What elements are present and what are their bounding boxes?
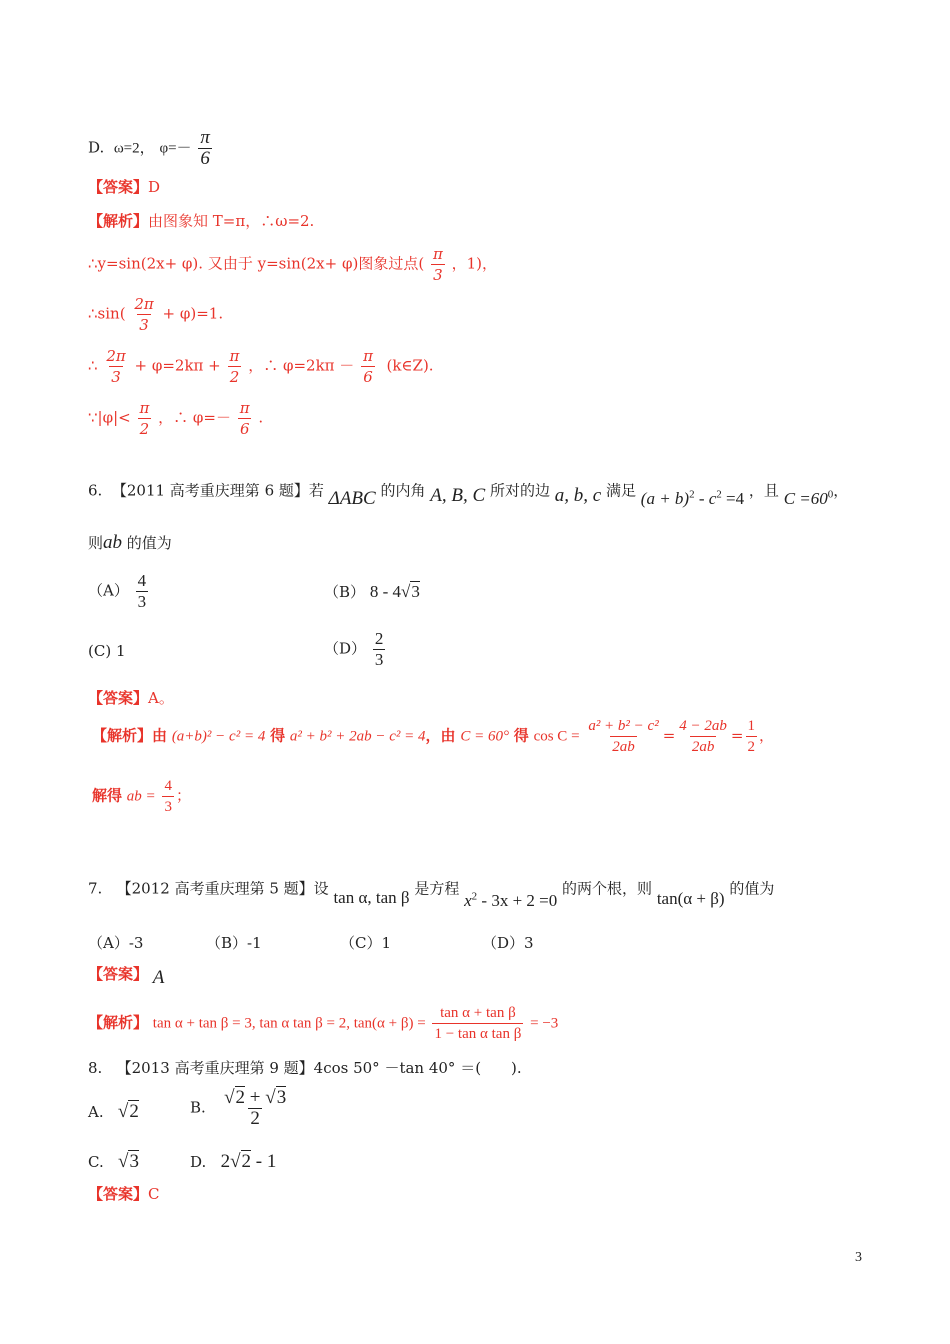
answer-value: C bbox=[148, 1185, 160, 1203]
q6-stem: 6. 【2011 高考重庆理第 6 题】若 ΔABC 的内角 A, B, C 所对的边 a, b, c 满足 $(a + b)^2 - c^2 =4$ ，且 $C =60^0$， bbox=[88, 481, 849, 509]
q5-option-d-label: D. bbox=[88, 138, 105, 157]
answer-tag: 【答案】 bbox=[88, 1185, 149, 1203]
q5-option-d-fraction: $\frac{\pi}{6}$ bbox=[200, 127, 210, 169]
question-source: 【2011 高考重庆理第 6 题】若 bbox=[111, 481, 324, 500]
q6-analysis-line-1: 【解析】由 (a+b)² − c² = 4 得 a² + b² + 2ab − c² = 4，由 C = 60° 得 cos C = $\frac{\text{a² + b² − c²}}{2ab}$ = $\frac{4 - 2ab}{2ab}$ = $\frac{1}{2}$ ， bbox=[92, 718, 775, 755]
q5-analysis-line-1: 【解析】由图象知 T=π，∴ω=2. bbox=[88, 212, 315, 230]
q6-option-b: （B） 8 - 4√3 bbox=[324, 582, 420, 601]
question-source: 【2012 高考重庆理第 5 题】设 bbox=[116, 879, 329, 898]
q7-option-d: （D）3 bbox=[482, 934, 534, 952]
q8-answer bbox=[88, 1184, 160, 1204]
q8-option-b: B. $\frac{√2 + √3}{2}$ bbox=[190, 1087, 287, 1129]
q6-option-a: （A） $\frac{4}{3}$ bbox=[88, 571, 147, 611]
answer-value: A bbox=[152, 967, 165, 988]
q8-option-a: A. √2 bbox=[88, 1101, 139, 1122]
q7-option-a: （A）-3 bbox=[88, 934, 144, 952]
q8-option-c: C. √3 bbox=[88, 1151, 139, 1172]
question-number: 8. bbox=[88, 1059, 103, 1077]
page-number: 3 bbox=[855, 1250, 862, 1265]
q6-stem-line-2: 则ab 的值为 bbox=[88, 532, 172, 553]
analysis-tag: 【解析】 bbox=[88, 1013, 149, 1032]
q5-answer bbox=[88, 177, 160, 197]
q5-analysis-line-2: ∴y=sin(2x+ φ). 又由于 y=sin(2x+ φ)图象过点( $\frac{\pi}{3}$ ，1)， bbox=[88, 245, 498, 284]
question-number: 7. bbox=[88, 879, 103, 898]
q7-analysis: 【解析】 tan α + tan β = 3, tan α tan β = 2, tan(α + β) = $\frac{\text{tan α + tan β}}{\text{1 − tan α tan β}}$ = −3 bbox=[88, 1005, 559, 1042]
q7-stem: 7. 【2012 高考重庆理第 5 题】设 tan α, tan β 是方程 $x^2 - 3x + 2 =0$ 的两个根，则 tan(α + β) 的值为 bbox=[88, 879, 775, 910]
answer-value: A。 bbox=[148, 689, 174, 707]
q6-answer bbox=[88, 688, 174, 708]
q7-answer bbox=[88, 964, 165, 988]
question-number: 6. bbox=[88, 481, 103, 500]
question-source: 【2013 高考重庆理第 9 题】4cos 50° －tan 40° ＝( ). bbox=[116, 1059, 522, 1077]
q6-option-d: （D） $\frac{2}{3}$ bbox=[324, 629, 384, 669]
analysis-tag: 【解析】 bbox=[88, 212, 149, 230]
q5-option-d-omega: ω=2， bbox=[113, 140, 155, 157]
analysis-tag: 【解析】 bbox=[92, 726, 153, 745]
answer-value: D bbox=[148, 178, 161, 196]
answer-tag: 【答案】 bbox=[88, 965, 149, 983]
q5-option-d-phi: φ=－ bbox=[159, 140, 192, 157]
q6-analysis-line-2: 解得 ab = $\frac{4}{3}$ ； bbox=[92, 778, 191, 815]
q7-option-c: （C）1 bbox=[340, 934, 392, 952]
q5-analysis-line-3: ∴sin( $\frac{2\pi}{3}$ + φ)=1. bbox=[88, 295, 224, 334]
q7-options bbox=[88, 933, 143, 953]
q5-analysis-line-4: ∴ $\frac{2\pi}{3}$ + φ=2kπ + $\frac{\pi}{2}$ ，∴ φ=2kπ － $\frac{\pi}{6}$ (k∈Z). bbox=[88, 347, 434, 386]
q8-stem bbox=[88, 1058, 522, 1078]
q6-option-c: (C) 1 bbox=[88, 642, 126, 660]
q5-option-d bbox=[88, 128, 214, 169]
q8-option-d: D. 2√2 - 1 bbox=[190, 1151, 277, 1172]
q7-option-b: （B）-1 bbox=[206, 934, 262, 952]
answer-tag: 【答案】 bbox=[88, 178, 149, 196]
q5-analysis-line-5: ∵|φ|< $\frac{\pi}{2}$ ，∴ φ=－ $\frac{\pi}{6}$ . bbox=[88, 399, 264, 438]
answer-tag: 【答案】 bbox=[88, 689, 149, 707]
